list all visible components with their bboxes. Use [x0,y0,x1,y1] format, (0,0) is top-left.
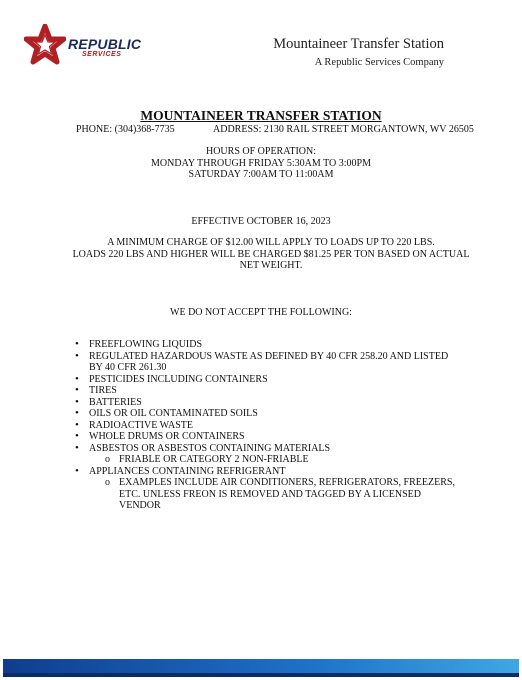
sub-list-item-text: EXAMPLES INCLUDE AIR CONDITIONERS, REFRIGERATORS, FREEZERS, ETC. UNLESS FREON IS REMOVED AND TAGGED BY A LICENSED VENDOR [119,477,455,511]
list-item [0,420,460,432]
document-title: MOUNTAINEER TRANSFER STATION [140,108,382,123]
bullet-icon: • [75,372,79,385]
hours-of-operation [0,146,522,181]
bullet-icon: • [75,407,79,419]
bullet-icon: • [75,349,79,362]
list-item-text: RADIOACTIVE WASTE [89,419,193,431]
republic-services-logo [24,24,164,74]
bullet-icon: • [75,464,79,477]
footer-band [3,659,519,673]
hours-heading: HOURS OF OPERATION: [205,146,316,157]
list-item-text: PESTICIDES INCLUDING CONTAINERS [89,373,268,385]
list-item-text: WHOLE DRUMS OR CONTAINERS [89,431,245,442]
circle-bullet-icon: o [105,477,110,488]
not-accepted-heading: WE DO NOT ACCEPT THE FOLLOWING: [170,306,352,318]
letterhead-title: Mountaineer Transfer Station [273,36,444,52]
logo-wordmark: REPUBLIC [68,36,142,52]
footer-line [3,673,519,677]
sub-list-item [89,477,460,512]
bullet-icon: • [75,430,79,442]
list-item-text: ASBESTOS OR ASBESTOS CONTAINING MATERIALS [89,442,331,454]
hours-saturday: SATURDAY 7:00AM TO 11:00AM [188,169,334,180]
hours-weekday: MONDAY THROUGH FRIDAY 5:30AM TO 3:00PM [151,157,371,169]
list-item [0,339,460,351]
list-item [0,431,460,443]
circle-bullet-icon: o [105,454,110,465]
phone-number: PHONE: (304)368-7735 [76,124,175,135]
minimum-charge-line: A MINIMUM CHARGE OF $12.00 WILL APPLY TO LOADS UP TO 220 LBS. [107,237,435,248]
list-item [0,374,460,386]
list-item-text: FREEFLOWING LIQUIDS [89,339,203,350]
list-item [0,397,460,409]
list-item-text: REGULATED HAZARDOUS WASTE AS DEFINED BY 40 CFR 258.20 AND LISTED BY 40 CFR 261.30 [89,350,449,373]
charges-notice [51,237,471,272]
sub-list-item-text: FRIABLE OR CATEGORY 2 NON-FRIABLE [119,454,309,465]
list-item [0,443,460,466]
list-item-text: APPLIANCES CONTAINING REFRIGERANT [89,465,286,477]
notice-document [0,108,522,512]
list-item-text: OILS OR OIL CONTAMINATED SOILS [89,408,258,419]
sub-list-item [89,454,460,466]
sub-list [89,477,460,512]
bullet-icon: • [75,338,79,350]
per-ton-charge-line: LOADS 220 LBS AND HIGHER WILL BE CHARGED $81.25 PER TON BASED ON ACTUAL NET WEIGHT. [72,248,470,271]
list-item [0,385,460,397]
bullet-icon: • [75,395,79,408]
letterhead [273,36,444,68]
list-item-text: TIRES [89,385,117,396]
bullet-icon: • [75,441,79,454]
star-logo-icon [24,24,66,66]
bullet-icon: • [75,384,79,396]
list-item [0,351,460,374]
sub-list [89,454,460,466]
list-item-text: BATTERIES [89,396,142,408]
list-item [0,408,460,420]
effective-date: EFFECTIVE OCTOBER 16, 2023 [191,215,331,227]
list-item [0,466,460,512]
bullet-icon: • [75,418,79,431]
not-accepted-list [0,339,522,512]
letterhead-subtitle: A Republic Services Company [314,57,444,68]
logo-tagline: SERVICES [82,51,122,58]
street-address: ADDRESS: 2130 RAIL STREET MORGANTOWN, WV 26505 [213,124,474,135]
contact-line [0,123,522,137]
